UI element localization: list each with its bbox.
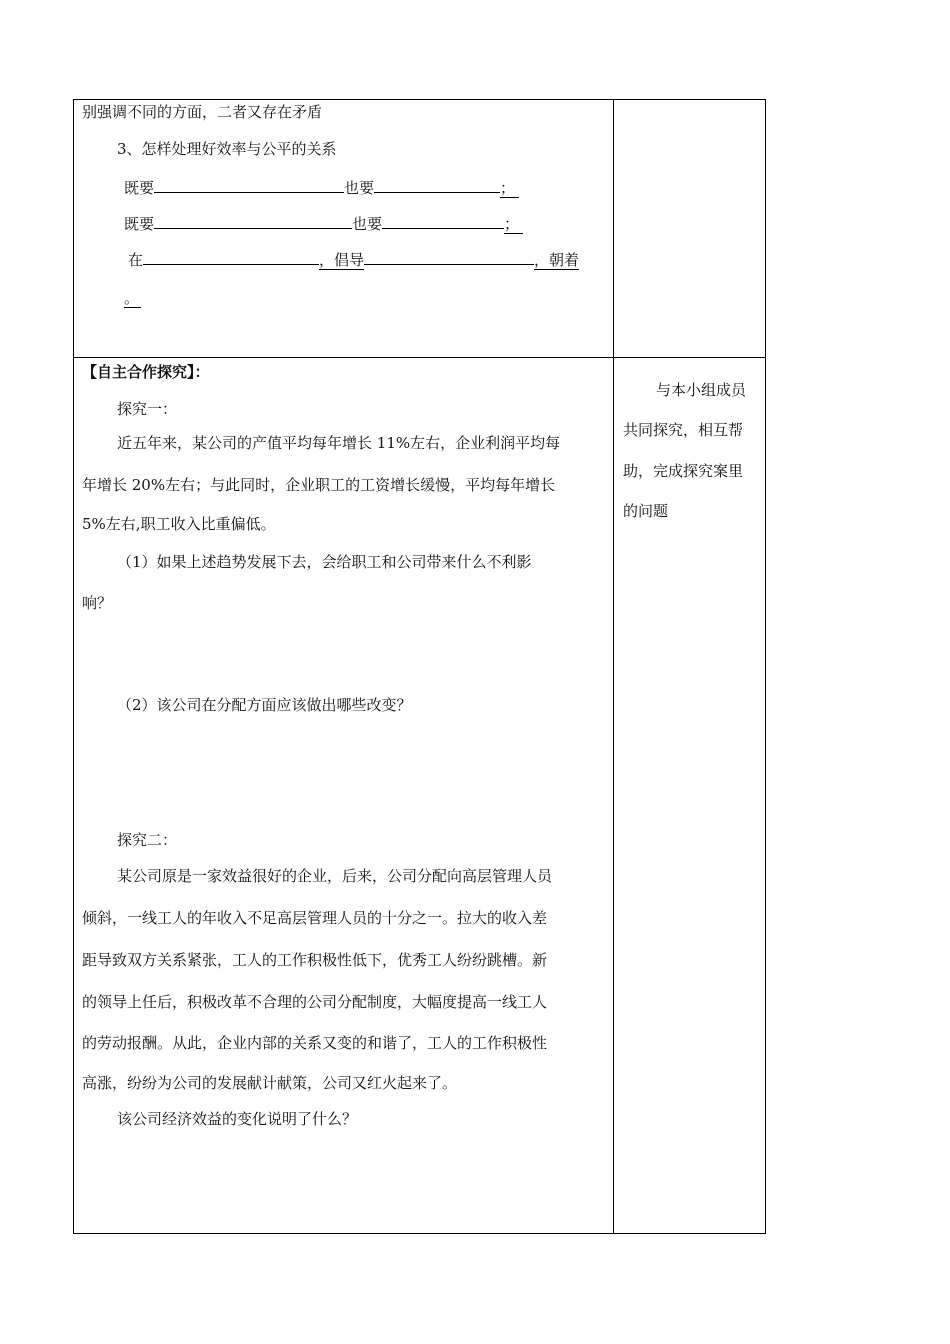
fill-row-3-middle: ，倡导 xyxy=(319,251,365,269)
fill-blank[interactable] xyxy=(154,176,344,193)
side-note-line: 与本小组成员 xyxy=(656,381,747,399)
table-middle-border xyxy=(73,357,766,358)
inquiry-2-text: 距导致双方关系紧张，工人的工作积极性低下，优秀工人纷纷跳槽。新 xyxy=(82,951,548,969)
table-right-border xyxy=(765,99,766,1234)
fill-blank[interactable] xyxy=(154,212,352,229)
fill-row-3-prefix: 在 xyxy=(128,251,144,269)
inquiry-2-label: 探究二： xyxy=(117,831,178,849)
inquiry-1-question-1: 响？ xyxy=(82,594,113,612)
fill-row-1-prefix: 既要 xyxy=(124,179,155,197)
table-bottom-border xyxy=(73,1233,766,1234)
fill-row-4-end: 。 xyxy=(124,289,140,307)
fill-row-2-middle: 也要 xyxy=(352,215,383,233)
inquiry-2-question: 该公司经济效益的变化说明了什么？ xyxy=(117,1110,358,1128)
inquiry-1-text: 年增长 20%左右；与此同时，企业职工的工资增长缓慢，平均每年增长 xyxy=(82,476,556,494)
inquiry-2-text: 某公司原是一家效益很好的企业，后来，公司分配向高层管理人员 xyxy=(117,867,553,885)
table-column-divider xyxy=(613,99,614,1234)
fill-row-4 xyxy=(124,288,141,308)
inquiry-1-question-1: （1）如果上述趋势发展下去，会给职工和公司带来什么不利影 xyxy=(117,553,532,571)
section-title: 【自主合作探究】： xyxy=(82,363,210,381)
fill-blank[interactable] xyxy=(382,212,504,229)
side-note-line: 的问题 xyxy=(623,502,669,520)
inquiry-1-text: 5%左右,职工收入比重偏低。 xyxy=(82,515,276,533)
fill-blank[interactable] xyxy=(143,248,319,265)
inquiry-2-text: 倾斜，一线工人的年收入不足高层管理人员的十分之一。拉大的收入差 xyxy=(82,909,548,927)
inquiry-1-text: 近五年来，某公司的产值平均每年增长 11%左右，企业利润平均每 xyxy=(117,434,561,452)
inquiry-2-text: 高涨，纷纷为公司的发展献计献策，公司又红火起来了。 xyxy=(82,1074,458,1092)
fill-row-3 xyxy=(128,248,579,270)
fill-blank[interactable] xyxy=(374,176,500,193)
inquiry-1-label: 探究一： xyxy=(117,400,178,418)
fill-blank[interactable] xyxy=(364,248,534,265)
fill-row-1 xyxy=(124,176,519,198)
side-note-line: 助，完成探究案里 xyxy=(623,462,744,480)
inquiry-2-text: 的劳动报酬。从此，企业内部的关系又变的和谐了，工人的工作积极性 xyxy=(82,1034,548,1052)
question-3-heading: 3、怎样处理好效率与公平的关系 xyxy=(117,140,337,158)
fill-row-2-prefix: 既要 xyxy=(124,215,155,233)
fill-row-3-end: ，朝着 xyxy=(534,251,580,269)
table-left-border xyxy=(73,99,74,1234)
fill-row-2 xyxy=(124,212,523,234)
inquiry-2-text: 的领导上任后，积极改革不合理的公司分配制度，大幅度提高一线工人 xyxy=(82,993,548,1011)
continuation-line: 别强调不同的方面，二者又存在矛盾 xyxy=(82,103,323,121)
inquiry-1-question-2: （2）该公司在分配方面应该做出哪些改变？ xyxy=(117,696,412,714)
fill-row-2-end: ； xyxy=(504,215,523,234)
fill-row-1-middle: 也要 xyxy=(344,179,375,197)
side-note-line: 共同探究，相互帮 xyxy=(623,421,744,439)
fill-row-1-end: ； xyxy=(500,179,519,198)
table-top-border xyxy=(73,99,766,100)
